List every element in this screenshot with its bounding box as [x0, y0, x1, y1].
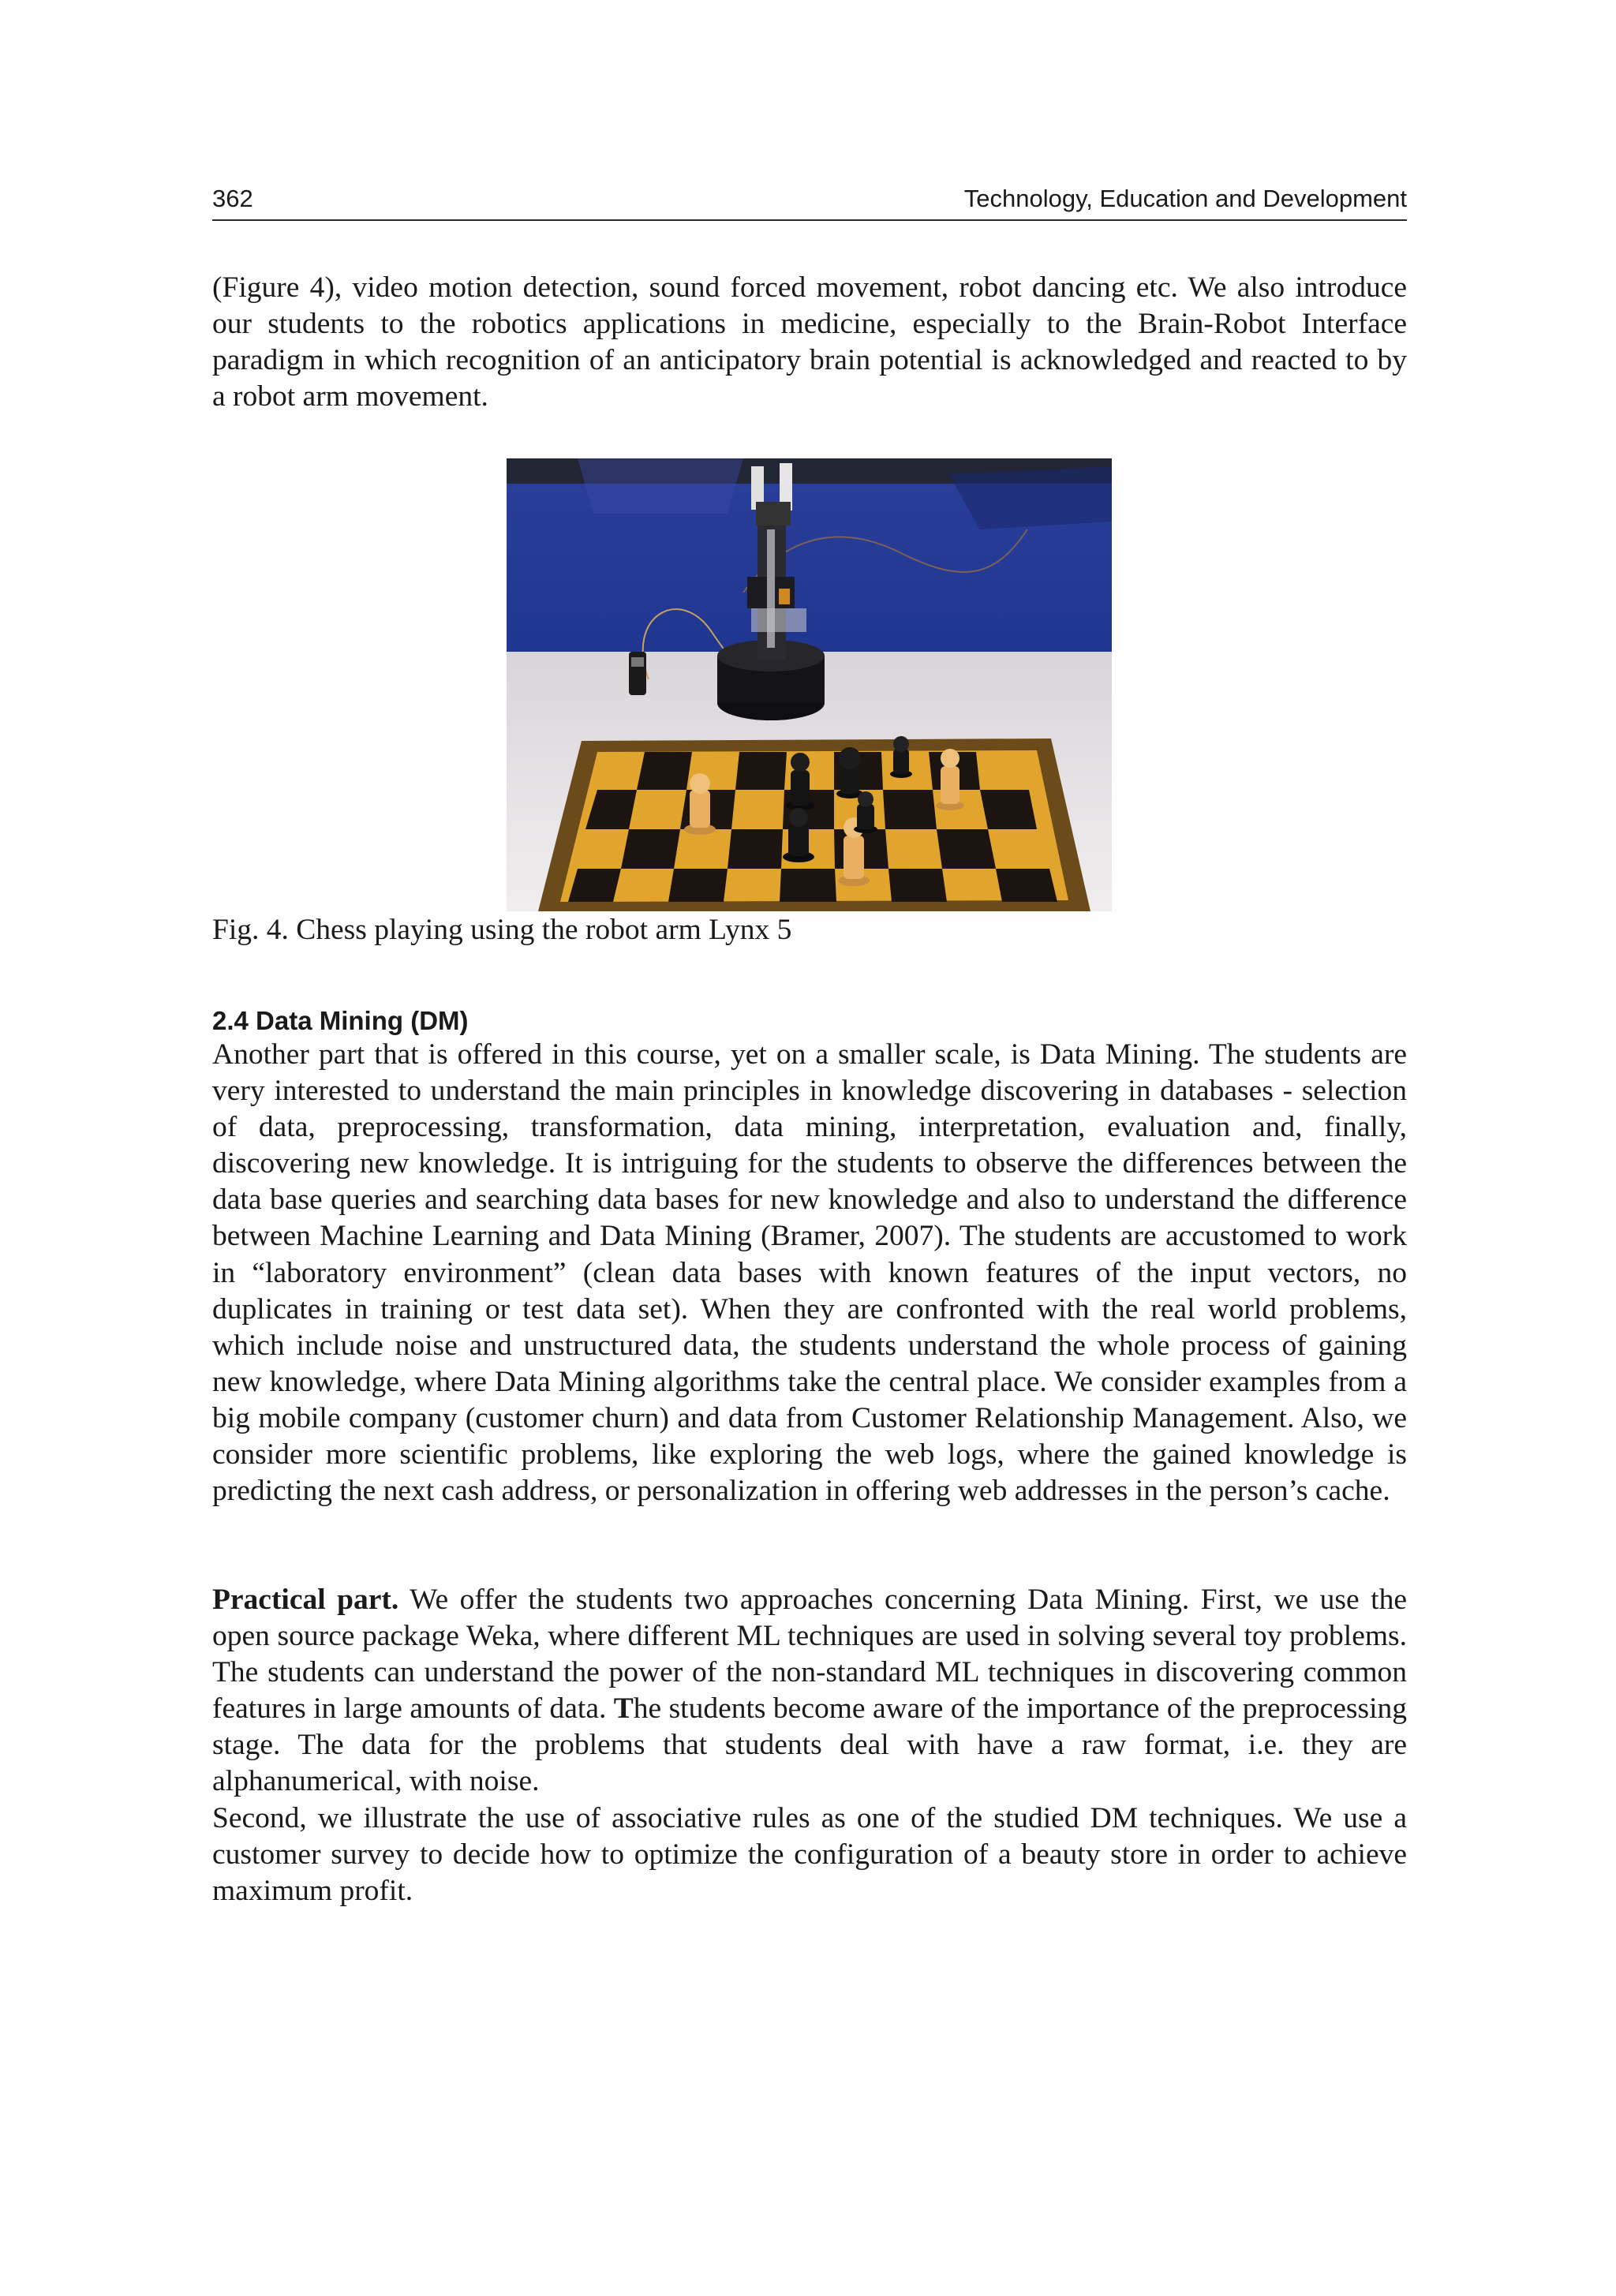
running-title: Technology, Education and Development [963, 185, 1407, 212]
robot-arm-chess-photo [507, 458, 1112, 911]
intro-paragraph: (Figure 4), video motion detection, sound forced movement, robot dancing etc. We also introduce our students to the robotics applications in medicine, especially to the Brain-Robot Interface paradigm in which recognition of an anticipatory brain potential is acknowledged and reacted to by a robot arm movement. [212, 271, 1407, 413]
practical-bold-letter: T [613, 1692, 634, 1726]
page-number: 362 [212, 185, 253, 212]
figure-caption: Fig. 4. Chess playing using the robot arm Lynx 5 [212, 914, 792, 946]
data-mining-paragraph: Another part that is offered in this course, yet on a smaller scale, is Data Mining. The students are very interested to understand the main principles in knowledge discovering in databases - selection of data, preprocessing, transformation, data mining, interpretation, evaluation and, finally, discovering new knowledge. It is intriguing for the students to observe the differences between the data base queries and searching data bases for new knowledge and also to understand the difference between Machine Learning and Data Mining (Bramer, 2007). The students are accustomed to work in “laboratory environment” (clean data bases with known features of the input vectors, no duplicates in training or test data set). When they are confronted with the real world problems, which include noise and unstructured data, the students understand the whole process of gaining new knowledge, where Data Mining algorithms take the central place. We consider examples from a big mobile company (customer churn) and data from Customer Relationship Management. Also, we consider more scientific problems, like exploring the web logs, where the gained knowledge is predicting the next cash address, or personalization in offering web addresses in the person’s cache. [212, 1038, 1407, 1508]
practical-label: Practical part. [212, 1584, 399, 1616]
running-header [212, 183, 1407, 221]
section-heading: 2.4 Data Mining (DM) [212, 1006, 469, 1035]
practical-text-2: he students become aware of the importance of the preprocessing stage. The data for the problems that students deal with have a raw format, i.e. they are alphanumerical, with noise. [212, 1692, 1407, 1798]
practical-paragraph [212, 1582, 1407, 1801]
practical-text-1: We offer the students two approaches concerning Data Mining. First, we use the open source package Weka, where different ML techniques are used in solving several toy problems. The students can understand the power of the non-standard ML techniques in discovering common features in large amounts of data. [212, 1584, 1407, 1726]
second-paragraph: Second, we illustrate the use of associative rules as one of the studied DM techniques. We use a customer survey to decide how to optimize the configuration of a beauty store in order to achieve maximum profit. [212, 1802, 1407, 1908]
